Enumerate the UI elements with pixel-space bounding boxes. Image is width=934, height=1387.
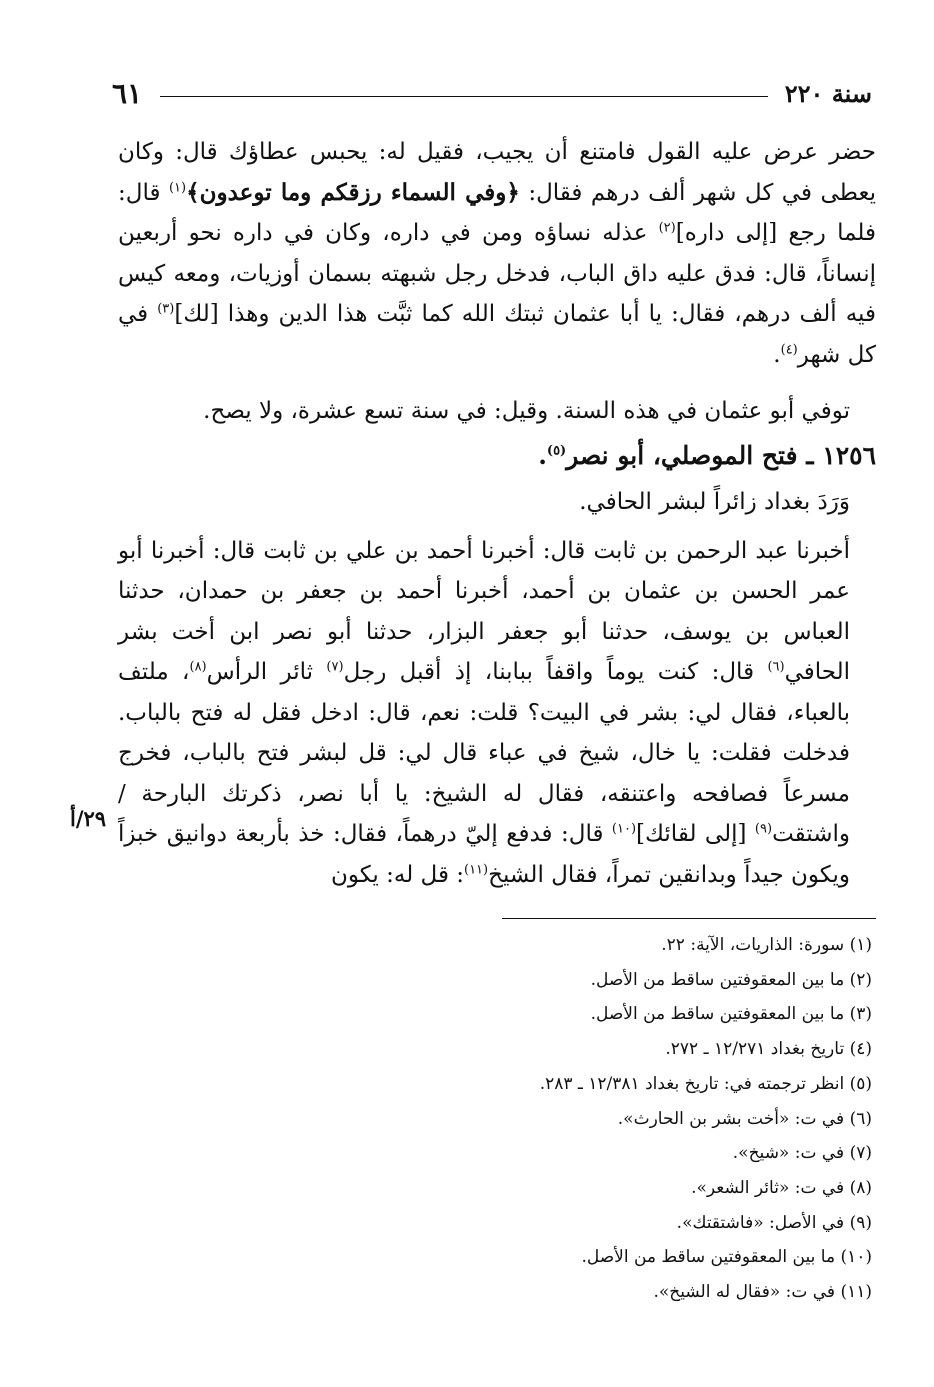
quran-verse: ﴿وفي السماء رزقكم وما توعدون﴾: [186, 178, 520, 206]
entry-heading: [118, 436, 876, 477]
footnote-8: (٨) في ت: «ثائر الشعر».: [691, 1177, 872, 1198]
paragraph-isnad: [118, 531, 876, 896]
footnote-ref[interactable]: (١): [168, 179, 187, 195]
footnote-ref[interactable]: (٣): [157, 301, 175, 317]
footnote-9: (٩) في الأصل: «فاشتقتك».: [676, 1212, 872, 1233]
main-text: [118, 132, 876, 895]
text-span: .: [538, 440, 547, 470]
footnote-ref[interactable]: (٢): [658, 220, 676, 236]
text-span: أخبرنا عبد الرحمن بن ثابت قال: أخبرنا أحمد بن علي بن ثابت قال: أخبرنا أبو عمر الحسن بن عثمان بن أحمد، أخبرنا أحمد بن جعفر بن حمدان، حدثنا العباس بن يوسف، حدثنا أبو جعفر البزار، حدثنا أبو نصر ابن أخت بشر الحافي: [118, 537, 850, 685]
footnote-ref[interactable]: (٤): [780, 341, 798, 357]
footnote-ref[interactable]: (٩): [754, 821, 773, 837]
footnote-2: (٢) ما بين المعقوفتين ساقط من الأصل.: [590, 969, 872, 990]
paragraph-intro: [118, 132, 876, 375]
text-span: : قل له: يكون: [330, 861, 464, 888]
footnote-rule: [502, 918, 876, 919]
footnote-10: (١٠) ما بين المعقوفتين ساقط من الأصل.: [581, 1247, 872, 1268]
entry-title: ١٢٥٦ ـ فتح الموصلي، أبو نصر: [566, 440, 876, 470]
text-span: قال: فدفع إليّ درهماً، فقال: خذ بأربعة دوانيق خبزاً ويكون جيداً وبدانقين تمراً، فقال الشيخ: [118, 821, 850, 888]
text-span: ثائر الرأس: [206, 659, 327, 685]
footnote-4: (٤) تاريخ بغداد ١٢/٢٧١ ـ ٢٧٢.: [665, 1039, 872, 1060]
footnote-3: (٣) ما بين المعقوفتين ساقط من الأصل.: [590, 1004, 872, 1025]
page-header: [112, 74, 872, 114]
footnote-ref[interactable]: (٨): [189, 659, 207, 675]
text-span: قال: فلما رجع [إلى داره]: [118, 179, 876, 246]
paragraph-death-note: توفي أبو عثمان في هذه السنة. وقيل: في سنة تسع عشرة، ولا يصح.: [203, 398, 850, 424]
page-number: ٦١: [112, 77, 143, 110]
footnote-ref[interactable]: (١٠): [611, 821, 637, 837]
text-span: ، ملتف بالعباء، فقال لي: بشر في البيت؟ قلت: نعم، قال: ادخل فقل له فتح بالباب. فدخلت فقلت: يا خال، شيخ في عباء قال لي: قل لبشر فتح بالباب، فخرج مسرعاً فصافحه واعتنقه، فقال له الشيخ: يا أبا نصر، ذكرتك البارحة / واشتقت: [118, 659, 850, 847]
text-span: حضر عرض عليه القول فامتنع أن يجيب، فقيل له: يحبس عطاؤك قال: وكان يعطى في كل شهر ألف درهم فقال:: [118, 139, 876, 206]
footnote-6: (٦) في ت: «أخت بشر بن الحارث».: [617, 1108, 872, 1129]
text-span: في كل شهر: [118, 301, 876, 368]
text-span: [إلى لقائك]: [636, 821, 755, 847]
footnote-11: (١١) في ت: «فقال له الشيخ».: [653, 1282, 872, 1303]
footnotes: [112, 928, 872, 1310]
text-span: قال: كنت يوماً واقفاً ببابنا، إذ أقبل رجل: [343, 659, 768, 685]
text-span: عذله نساؤه ومن في داره، وكان في داره نحو أربعين إنساناً، قال: فدق عليه داق الباب، فدخل رجل شبهته بسمان أوزيات، ومعه كيس فيه ألف درهم، فقال: يا أبا عثمان ثبتك الله كما ثبَّت هذا الدين وهذا [لك]: [118, 220, 876, 327]
footnote-7: (٧) في ت: «شيخ».: [732, 1143, 872, 1164]
text-span: .: [773, 341, 781, 368]
footnote-ref[interactable]: (٥): [546, 443, 567, 459]
footnote-ref[interactable]: (١١): [464, 861, 489, 877]
footnote-1: (١) سورة: الذاريات، الآية: ٢٢.: [661, 935, 872, 955]
footnote-ref[interactable]: (٦): [767, 659, 785, 675]
running-head: سنة ٢٢٠: [784, 79, 872, 108]
header-rule: [160, 96, 768, 97]
footnote-ref[interactable]: (٧): [326, 659, 344, 675]
manuscript-folio-note: ٢٩/أ: [70, 806, 107, 831]
paragraph-visit: وَرَدَ بغداد زائراً لبشر الحافي.: [579, 489, 850, 515]
footnote-5: (٥) انظر ترجمته في: تاريخ بغداد ١٢/٣٨١ ـ ٢٨٣.: [539, 1073, 872, 1094]
